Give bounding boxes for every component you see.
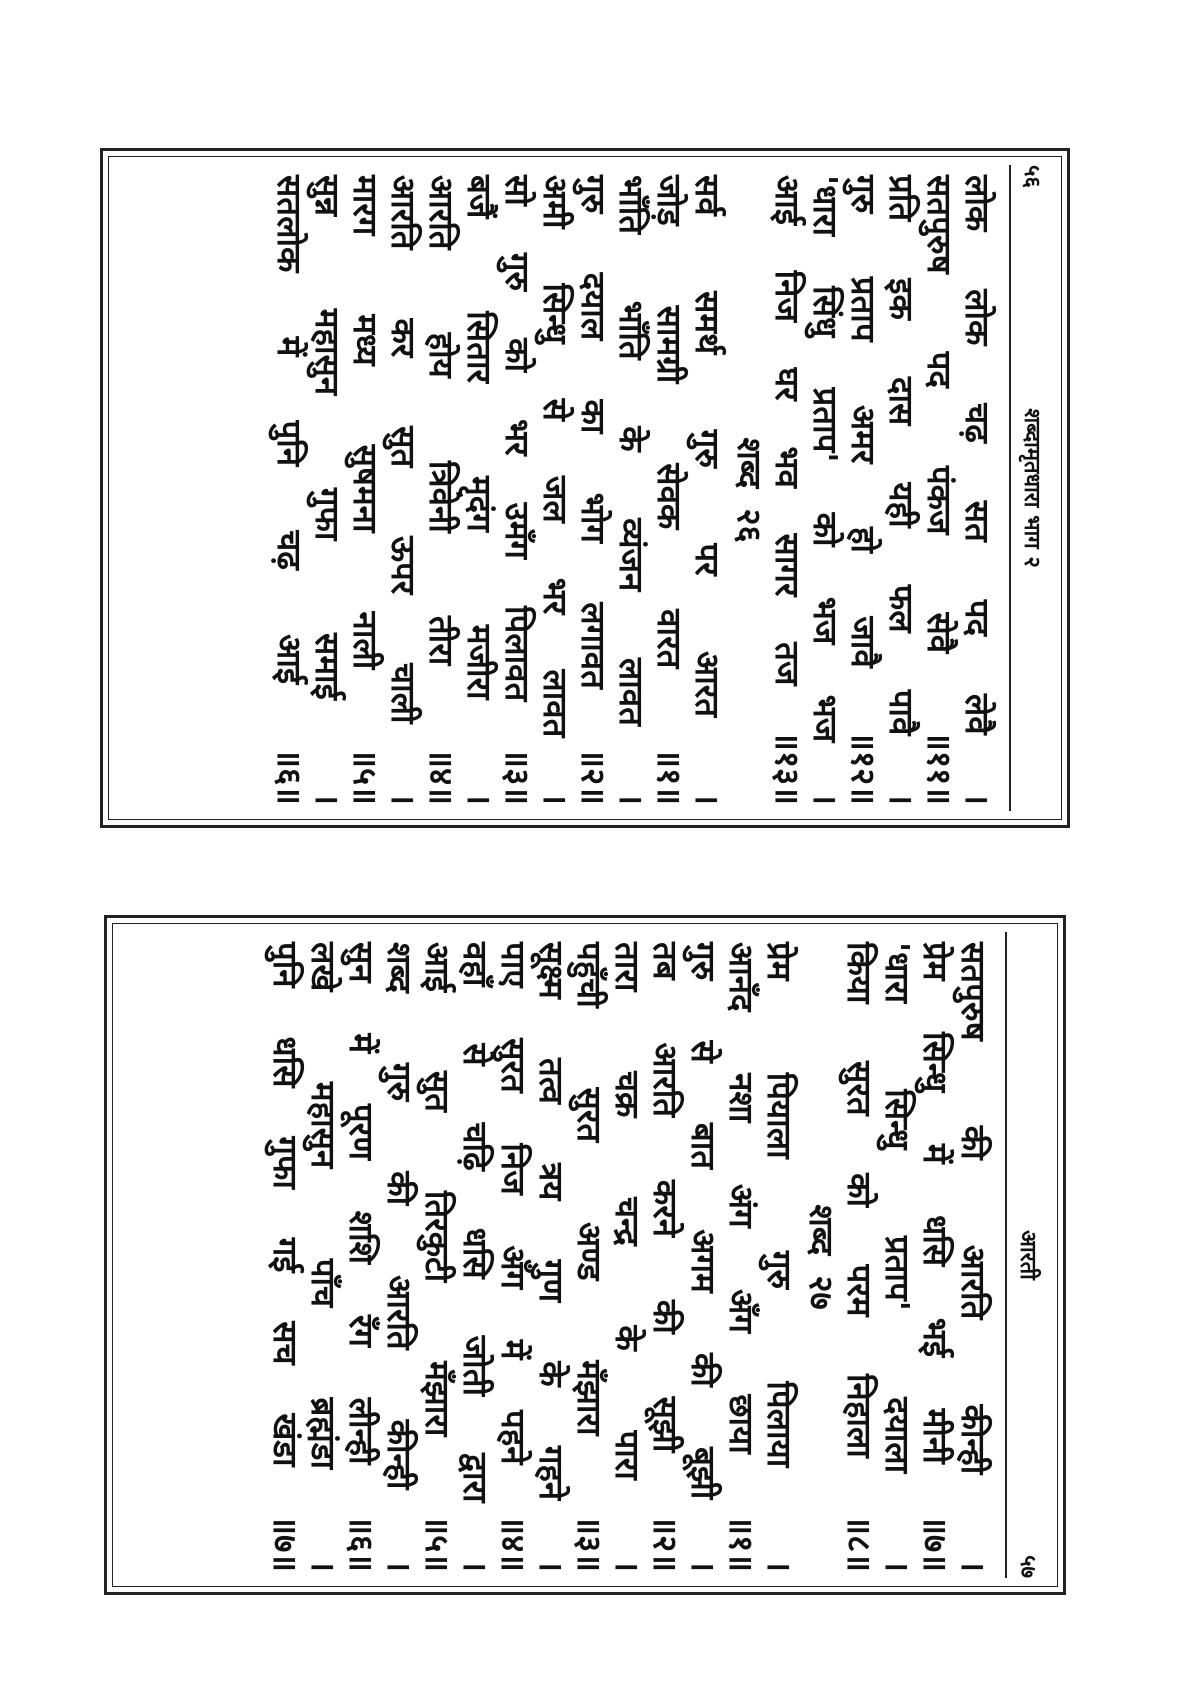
page-56: [100, 148, 1070, 828]
verse-word: ।: [460, 792, 499, 805]
verse-word: की: [684, 1352, 723, 1387]
verse-word: आरति: [422, 175, 461, 250]
verse-word: के: [612, 426, 651, 452]
verse-line: [759, 942, 797, 1572]
verse-line: [953, 942, 991, 1572]
verse-line: [683, 942, 721, 1572]
verse-word: अमी: [536, 175, 575, 229]
verse-line: [379, 942, 417, 1572]
verse-word: ॥३॥: [498, 748, 537, 805]
verse-word: तज: [768, 642, 807, 686]
verse-word: से: [536, 398, 575, 421]
verse-word: ॥८॥: [840, 1515, 879, 1572]
verse-line: [611, 175, 649, 805]
running-title: आरती: [1015, 1230, 1040, 1280]
verse-word: मजीरा: [460, 624, 499, 700]
verse-word: के: [532, 1361, 571, 1387]
verse-word: महासुन: [308, 308, 347, 396]
verse-word: पाँच: [304, 1258, 343, 1308]
verse-word: अमर: [844, 405, 883, 464]
verse-line: [417, 942, 455, 1572]
verse-word: ॥६॥: [270, 748, 309, 805]
verse-word: मध्य: [346, 314, 385, 366]
verse-word: आरति: [380, 1275, 419, 1350]
verse-word: गुरु: [760, 1250, 799, 1290]
verse-word: सूझी: [646, 1396, 685, 1453]
verse-word: भर: [536, 577, 575, 615]
verse-word: प्रेम: [760, 942, 799, 981]
verse-word: पहुँची: [570, 942, 609, 1008]
verse-word: जावै: [844, 616, 883, 668]
verse-word: ।: [806, 792, 845, 805]
verse-word: सो: [498, 175, 537, 206]
verse-word: इक: [882, 278, 921, 320]
verse-word: लोक: [958, 289, 997, 346]
verse-word: ऊपर: [384, 536, 423, 595]
verse-word: 'धारा: [878, 942, 917, 1003]
verse-word: ।: [308, 792, 347, 805]
verse-word: पंकज: [920, 465, 959, 535]
verse-word: सिन्धु: [916, 1032, 955, 1093]
verse-word: की: [646, 1299, 685, 1334]
verse-line: [687, 175, 725, 805]
verse-word: ॥५॥: [346, 748, 385, 805]
verse-word: ।: [536, 792, 575, 805]
verse-word: ॥१॥: [650, 748, 689, 805]
verse-word: गुरु: [688, 429, 727, 468]
verse-word: ॥७॥: [266, 1515, 305, 1572]
verse-line: [341, 942, 379, 1572]
verse-word: चक्र: [608, 1071, 647, 1118]
verse-word: गई: [266, 1237, 305, 1273]
verse-word: व्यंजन: [612, 518, 651, 592]
verse-line: [459, 175, 497, 805]
verse-line: [649, 175, 687, 805]
verse-word: में: [270, 336, 309, 357]
verse-line: [573, 175, 611, 805]
verse-word: चढ़ि: [456, 1122, 495, 1171]
verse-word: का: [574, 399, 613, 434]
verse-line: [881, 175, 919, 805]
verse-word: सत: [958, 500, 997, 542]
verse-line: [607, 942, 645, 1572]
verse-line: [421, 175, 459, 805]
verse-line: [497, 175, 535, 805]
verse-line: [843, 175, 881, 805]
verse-word: द्वारा: [456, 1452, 495, 1503]
verse-word: दयाला: [878, 1397, 917, 1474]
verse-word: ॥१२॥: [844, 731, 883, 805]
verse-word: सूक्ष्म: [532, 942, 571, 999]
verse-word: गुरु: [684, 942, 723, 981]
verse-word: पिलावत: [498, 605, 537, 702]
verse-line: [919, 175, 957, 805]
verse-word: भाँति: [612, 300, 651, 360]
verse-line: [767, 175, 805, 805]
verse-word: से: [684, 1040, 723, 1063]
verse-word: पूरण: [342, 1103, 381, 1160]
verse-word: समाई: [308, 633, 347, 700]
verse-word: पारा: [608, 1430, 647, 1480]
verse-word: सच: [266, 1321, 305, 1365]
verse-line: [303, 942, 341, 1572]
verse-word: चाली: [384, 663, 423, 724]
verse-word: हो: [844, 526, 883, 553]
verse-word: ॥११॥: [920, 731, 959, 805]
verse-word: ॥२॥: [646, 1515, 685, 1572]
verse-word: सतपुरुष: [920, 175, 959, 274]
verse-word: नाली: [346, 611, 385, 670]
verse-word: किया: [840, 942, 879, 1004]
verse-word: तारा: [608, 942, 647, 992]
verse-word: लगावत: [574, 602, 613, 689]
verse-word: रँग: [342, 1314, 381, 1347]
verse-word: करने: [646, 1179, 685, 1238]
verse-word: तब: [646, 942, 685, 980]
verse-line: [531, 942, 569, 1572]
verse-word: ।: [760, 1559, 799, 1572]
verse-word: की: [380, 1171, 419, 1206]
section-heading: [797, 942, 839, 1572]
page-header: [1005, 932, 1051, 1578]
verse-word: शशि: [342, 1210, 381, 1265]
verse-line: [535, 175, 573, 805]
verse-word: भाँति: [612, 175, 651, 235]
verse-line: [307, 175, 345, 805]
verse-word: तिरकुटी: [418, 1190, 457, 1283]
verse-line: [493, 942, 531, 1572]
verse-word: भव: [768, 446, 807, 488]
verse-word: ।: [688, 792, 727, 805]
verse-word: सर्व: [688, 175, 727, 216]
verse-word: ब्रह्मंडा: [304, 1397, 343, 1469]
verse-word: गुण: [532, 1259, 571, 1303]
running-title: शब्दामृतधारा भाग २: [1019, 408, 1044, 568]
verse-word: में: [342, 1033, 381, 1054]
verse-word: तीरा: [422, 615, 461, 666]
verse-word: आरत: [688, 651, 727, 718]
verse-word: ।: [384, 792, 423, 805]
verse-line: [915, 942, 953, 1572]
verse-line: [877, 942, 915, 1572]
verse-word: घर: [768, 367, 807, 401]
verse-word: ।: [954, 1559, 993, 1572]
verse-word: लावत: [612, 657, 651, 726]
verse-word: ।: [684, 1559, 723, 1572]
verse-word: वारत: [650, 609, 689, 669]
page-number: ५६: [1019, 165, 1044, 188]
verse-word: बजैं: [460, 175, 499, 219]
verse-word: ।: [882, 792, 921, 805]
verse-word: ।: [878, 1559, 917, 1572]
verse-word: लीन्ही: [342, 1397, 381, 1465]
verse-word: सतलोक: [270, 175, 309, 273]
verse-word: गुफा: [308, 487, 347, 541]
verse-word: भोग: [574, 492, 613, 543]
verse-word: से: [456, 1043, 495, 1066]
verse-word: छाया: [722, 1394, 761, 1454]
verse-word: खंडा: [266, 1413, 305, 1467]
verse-word: अंग: [722, 1183, 761, 1228]
verse-word: त्रिवेनी: [422, 460, 461, 533]
verse-line: [839, 942, 877, 1572]
verse-word: गुरु: [574, 175, 613, 214]
verse-word: पहने: [494, 1410, 533, 1465]
verse-word: त्रय: [532, 1163, 571, 1201]
verse-word: सुत: [384, 426, 423, 468]
verse-word: निज: [768, 270, 807, 322]
verse-word: सुत: [418, 1070, 457, 1112]
verse-word: अण्ड: [570, 1221, 609, 1281]
verse-word: में: [494, 1339, 533, 1360]
verse-word: सुरत: [840, 1061, 879, 1116]
verse-word: २७: [802, 1275, 841, 1310]
verse-word: गुफा: [266, 1136, 305, 1189]
verse-word: प्रताप': [878, 1235, 917, 1311]
verse-block: [269, 175, 995, 805]
verse-word: 'धारा: [806, 175, 845, 236]
verse-word: होय: [422, 332, 461, 378]
verse-word: धसि: [916, 1215, 955, 1267]
verse-word: सेवै: [920, 612, 959, 654]
verse-line: [383, 175, 421, 805]
verse-line: [721, 942, 759, 1572]
verse-word: चढ़: [958, 403, 997, 443]
verse-word: सिन्धु: [878, 1089, 917, 1150]
verse-line: [569, 942, 607, 1572]
verse-word: सिंधु: [806, 286, 845, 338]
verse-word: सागर: [768, 533, 807, 597]
verse-line: [455, 942, 493, 1572]
verse-word: को: [806, 512, 845, 547]
verse-word: जोड़: [650, 175, 689, 226]
verse-word: आई: [418, 942, 457, 992]
verse-word: चढ़: [270, 530, 309, 570]
verse-line: [345, 175, 383, 805]
verse-word: ।: [612, 792, 651, 805]
verse-word: अँग: [494, 1245, 533, 1290]
verse-word: उमँग: [498, 502, 537, 560]
verse-word: नशा: [722, 1073, 761, 1123]
verse-word: ।: [456, 1559, 495, 1572]
verse-word: पियाला: [760, 1072, 799, 1159]
verse-word: समर्थ: [688, 291, 727, 355]
verse-word: ॥१३॥: [768, 731, 807, 805]
verse-word: भज: [806, 694, 845, 743]
verse-word: सामग्री: [650, 305, 689, 384]
verse-word: सुन्न: [308, 175, 347, 217]
verse-word: जोती: [456, 1335, 495, 1397]
page-header: [1009, 165, 1055, 811]
verse-word: पाए: [494, 942, 533, 988]
verse-word: लोक: [958, 175, 997, 232]
verse-word: ।: [532, 1559, 571, 1572]
verse-word: पद: [920, 351, 959, 388]
verse-word: में: [916, 1143, 955, 1164]
verse-word: ॥५॥: [418, 1515, 457, 1572]
verse-word: गुरु: [380, 1062, 419, 1102]
verse-word: की: [954, 1125, 993, 1160]
verse-word: लखे: [304, 942, 343, 992]
verse-word: जल: [536, 475, 575, 523]
verse-word: धसि: [266, 1036, 305, 1088]
page-57: [104, 915, 1066, 1595]
verse-word: ॥४॥: [422, 748, 461, 805]
verse-word: यही: [882, 482, 921, 528]
verse-word: कीन्ही: [954, 1404, 993, 1475]
verse-line: [265, 942, 303, 1572]
verse-word: शब्द: [380, 942, 419, 993]
verse-word: आई: [768, 175, 807, 225]
verse-word: ॥४॥: [494, 1515, 533, 1572]
verse-word: दयाल: [574, 272, 613, 341]
verse-word: वहाँ: [456, 942, 495, 987]
verse-word: पिलाया: [760, 1381, 799, 1468]
verse-word: पुनि: [270, 420, 309, 467]
verse-word: को: [840, 1173, 879, 1208]
verse-word: निज: [494, 1143, 533, 1195]
verse-block: [265, 942, 991, 1572]
verse-word: महासुन: [304, 1081, 343, 1169]
verse-word: सुरत: [494, 1038, 533, 1093]
verse-word: शब्द: [802, 1204, 841, 1256]
verse-word: गुरु: [844, 175, 883, 214]
verse-word: मँझारा: [418, 1361, 457, 1437]
verse-word: आरति: [954, 1244, 993, 1320]
verse-word: मँझारा: [570, 1360, 609, 1436]
verse-line: [957, 175, 995, 805]
verse-word: अगम: [684, 1229, 723, 1293]
verse-word: ।: [608, 1559, 647, 1572]
verse-word: ॥६॥: [342, 1515, 381, 1572]
verse-word: पर: [688, 543, 727, 576]
verse-word: के: [608, 1325, 647, 1351]
verse-word: प्रेम: [916, 942, 955, 981]
verse-word: पुनि: [266, 942, 305, 988]
verse-word: सेवक: [650, 463, 689, 530]
verse-word: मीनी: [916, 1408, 955, 1464]
verse-word: गुरु: [498, 252, 537, 292]
verse-word: कर: [384, 318, 423, 358]
verse-word: सुरत: [570, 1087, 609, 1143]
verse-word: भज: [806, 596, 845, 645]
verse-word: चन्द्र: [608, 1197, 647, 1246]
verse-word: सितार: [460, 311, 499, 383]
verse-word: ॥२॥: [574, 748, 613, 805]
verse-word: आनँद: [722, 942, 761, 1012]
verse-word: ।: [380, 1559, 419, 1572]
verse-word: प्रताप: [844, 276, 883, 342]
verse-line: [269, 175, 307, 805]
verse-word: ॥१॥: [722, 1515, 761, 1572]
verse-word: कीन्ही: [380, 1419, 419, 1490]
verse-word: लावत: [536, 669, 575, 738]
verse-word: ॥३॥: [570, 1515, 609, 1572]
verse-word: दास: [882, 376, 921, 426]
verse-word: प्रताप': [806, 387, 845, 463]
verse-word: धसि: [456, 1227, 495, 1279]
verse-word: भई: [916, 1317, 955, 1358]
verse-word: भर: [498, 418, 537, 456]
verse-word: निहाला: [840, 1373, 879, 1458]
verse-word: परम: [840, 1264, 879, 1317]
verse-word: आरति: [384, 175, 423, 250]
verse-word: बूझी: [684, 1446, 723, 1500]
verse-line: [805, 175, 843, 805]
verse-word: अँग: [722, 1289, 761, 1333]
verse-word: तत्व: [532, 1057, 571, 1104]
verse-word: पावै: [882, 689, 921, 736]
verse-word: ॥७॥: [916, 1515, 955, 1572]
verse-word: प्रति: [882, 175, 921, 222]
verse-word: सुषमना: [346, 444, 385, 533]
verse-word: गहने: [532, 1445, 571, 1501]
verse-word: को: [498, 338, 537, 372]
verse-word: मारग: [346, 175, 385, 236]
verse-word: मृदंग: [460, 475, 499, 532]
verse-word: सुन: [342, 942, 381, 983]
verse-word: फल: [882, 584, 921, 633]
verse-word: बात: [684, 1122, 723, 1170]
verse-word: आई: [270, 634, 309, 685]
verse-word: २६: [730, 508, 769, 543]
verse-word: ।: [958, 792, 997, 805]
verse-word: आरति: [646, 1042, 685, 1118]
verse-word: लेवै: [958, 693, 997, 735]
verse-word: शब्द: [730, 437, 769, 489]
verse-word: सिन्धु: [536, 283, 575, 344]
section-heading: [725, 175, 767, 805]
verse-word: पद: [958, 599, 997, 636]
verse-line: [645, 942, 683, 1572]
page-number: ५७: [1015, 1555, 1040, 1578]
verse-word: सतपुरुष: [954, 942, 993, 1041]
verse-word: ।: [304, 1559, 343, 1572]
